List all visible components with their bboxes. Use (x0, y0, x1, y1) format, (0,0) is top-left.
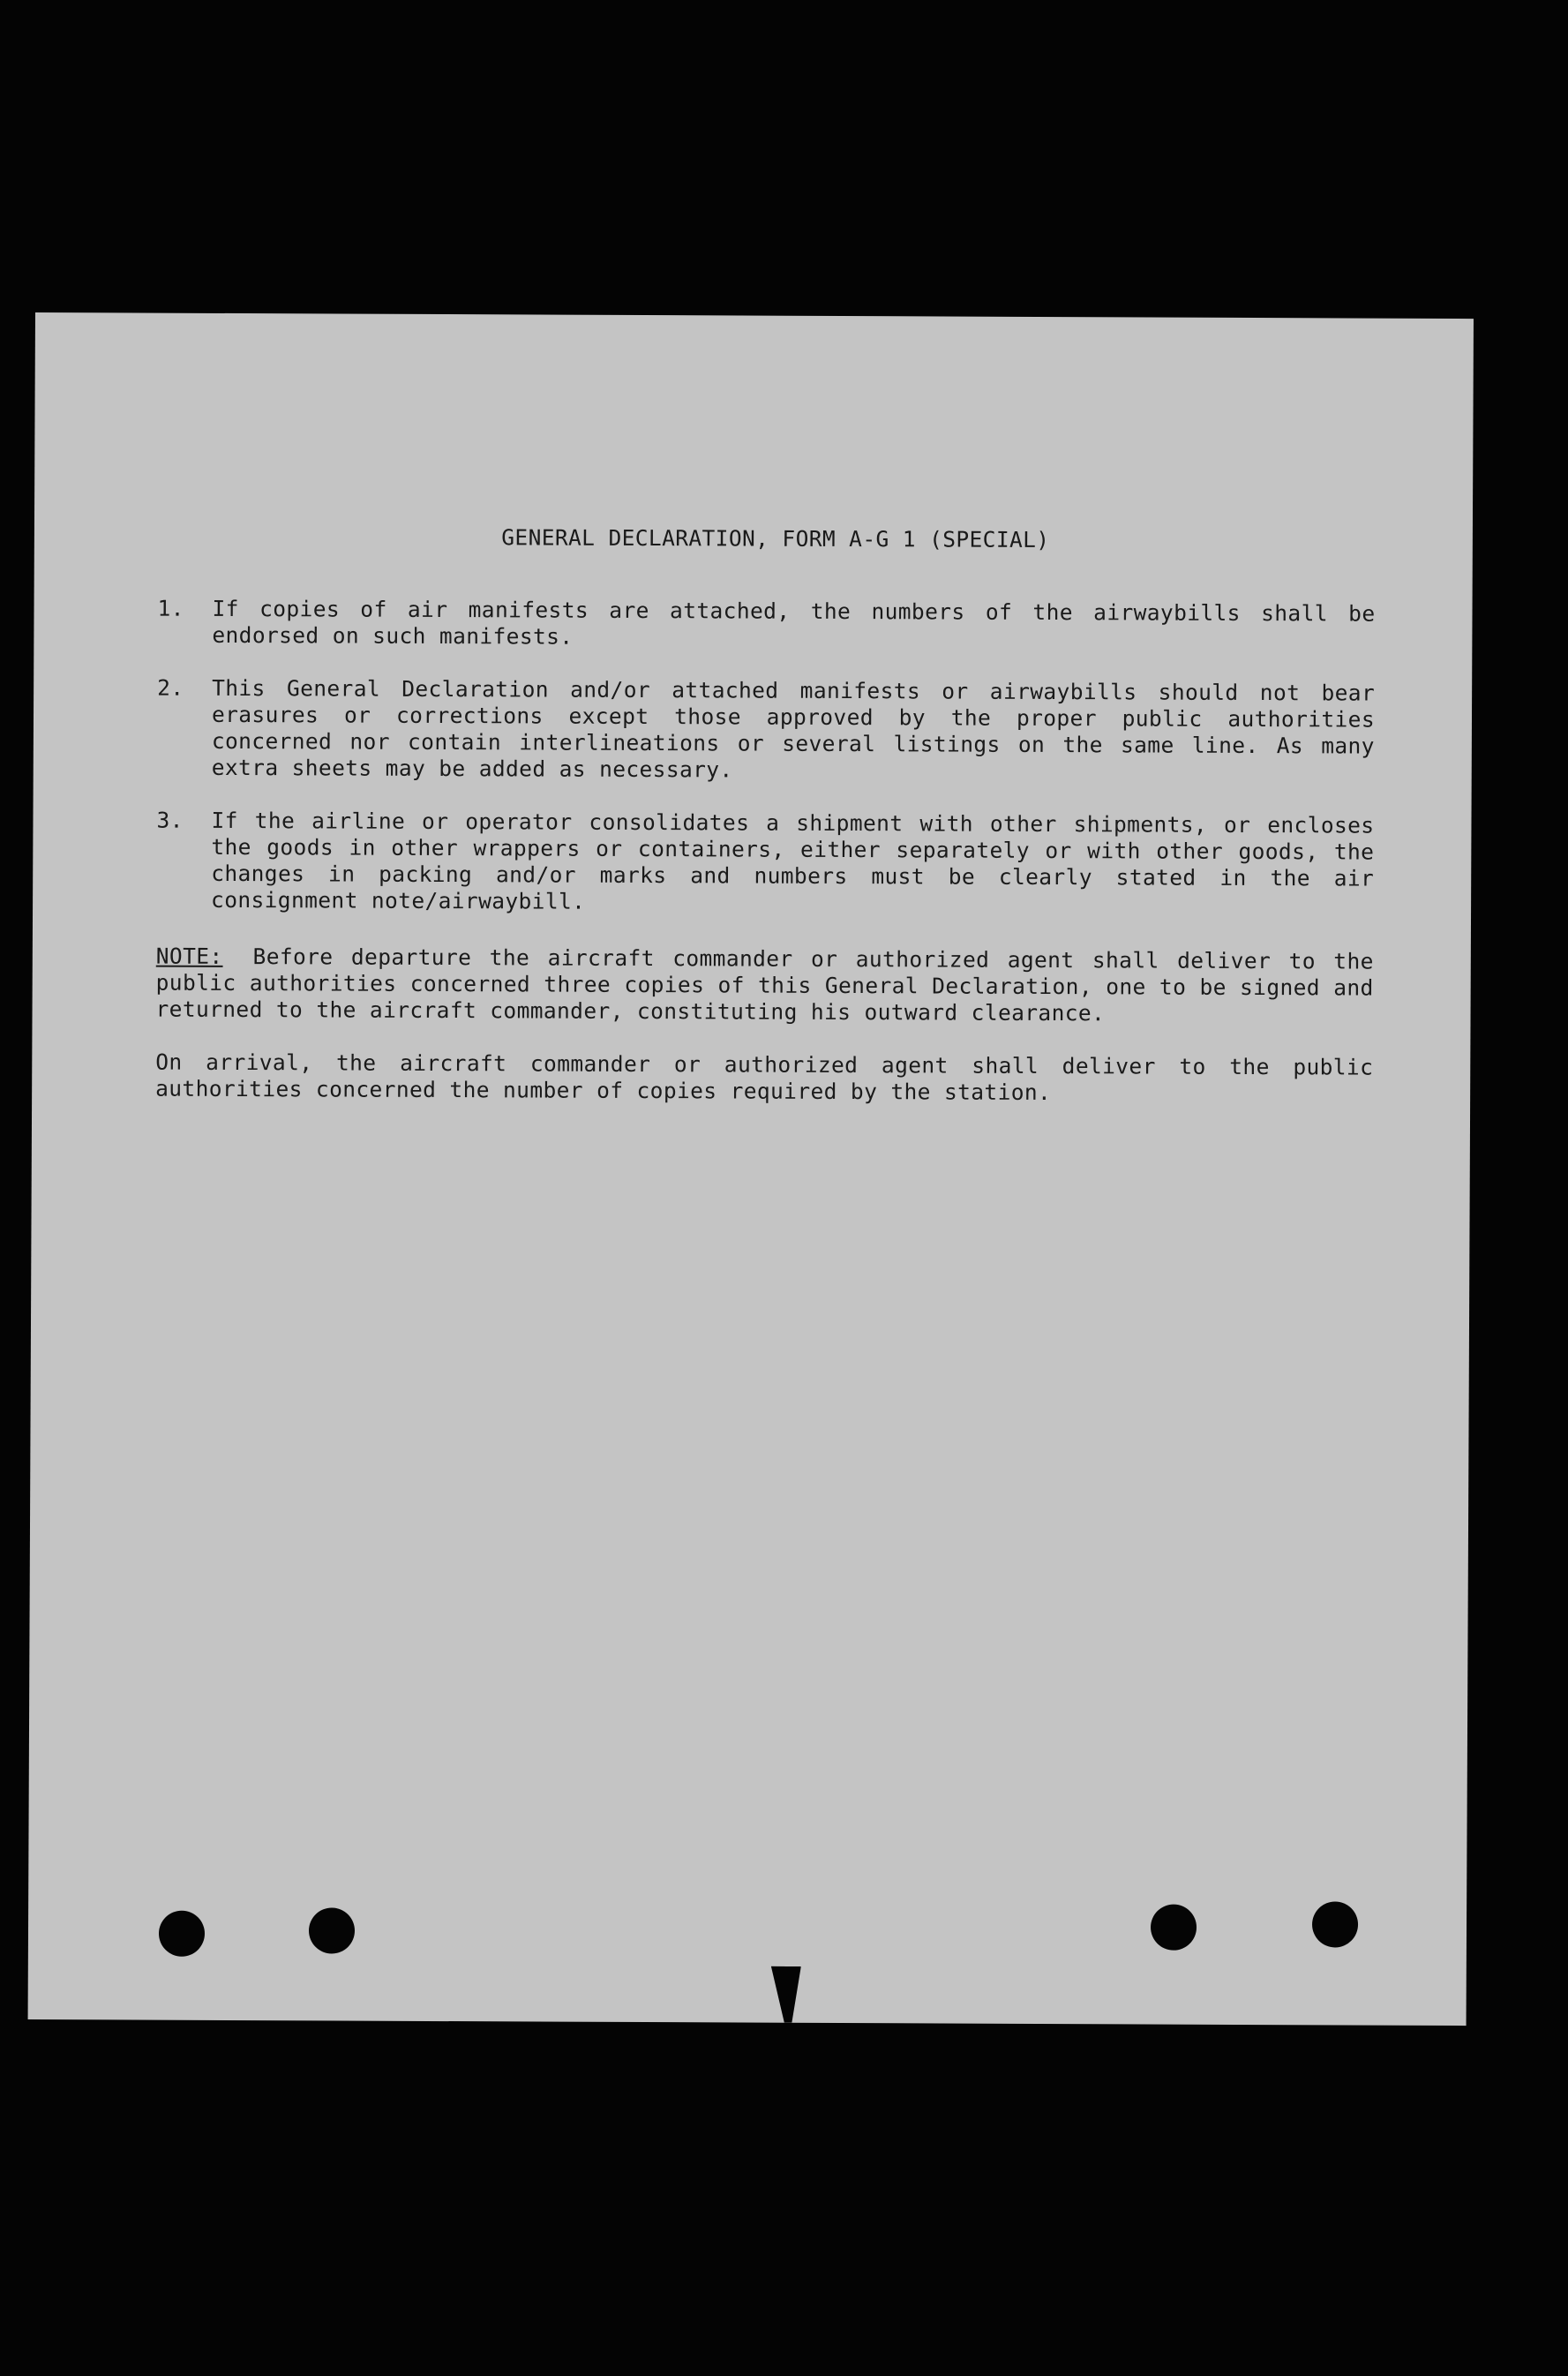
punch-hole (309, 1907, 355, 1953)
document-title: GENERAL DECLARATION, FORM A-G 1 (SPECIAL) (501, 524, 1050, 553)
punch-hole (1312, 1901, 1358, 1947)
item-number: 1. (157, 595, 184, 621)
document-page (28, 312, 1474, 2026)
item-number: 2. (157, 674, 184, 701)
instruction-item-1 (157, 596, 1375, 654)
note-label: NOTE: (155, 943, 223, 969)
item-text: If the airline or operator consolidates a shipment with other shipments, or encloses the goods in other wrappers or containers, either separately or with other goods, the changes in packing and/or marks and numbers must be clearly stated in the air consignment note/airwaybill. (211, 807, 1375, 914)
punch-hole (1151, 1905, 1197, 1951)
note-text: Before departure the aircraft commander or authorized agent shall deliver to the public authorities concerned three copies of this General Declaration, one to be signed and returned to the aircraft commander, constituting his outward clearance. (155, 944, 1374, 1026)
arrival-paragraph: On arrival, the aircraft commander or authorized agent shall deliver to the public authorities concerned the number of copies required by the station. (155, 1049, 1374, 1106)
punch-hole (159, 1911, 205, 1957)
document-content (155, 523, 1376, 1108)
paper-tear-mark (771, 1966, 801, 2023)
instruction-item-3 (156, 808, 1375, 919)
note-paragraph (155, 944, 1373, 1028)
item-text: This General Declaration and/or attached manifests or airwaybills should not bear erasures or corrections except those approved by the proper public authorities concerned nor contain interlineations or several listings on the same line. As many extra sheets may be added as necessary. (211, 674, 1376, 783)
item-number: 3. (156, 807, 184, 833)
instruction-item-2 (157, 675, 1376, 786)
item-text: If copies of air manifests are attached, the numbers of the airwaybills shall be endorsed on such manifests. (212, 595, 1376, 650)
